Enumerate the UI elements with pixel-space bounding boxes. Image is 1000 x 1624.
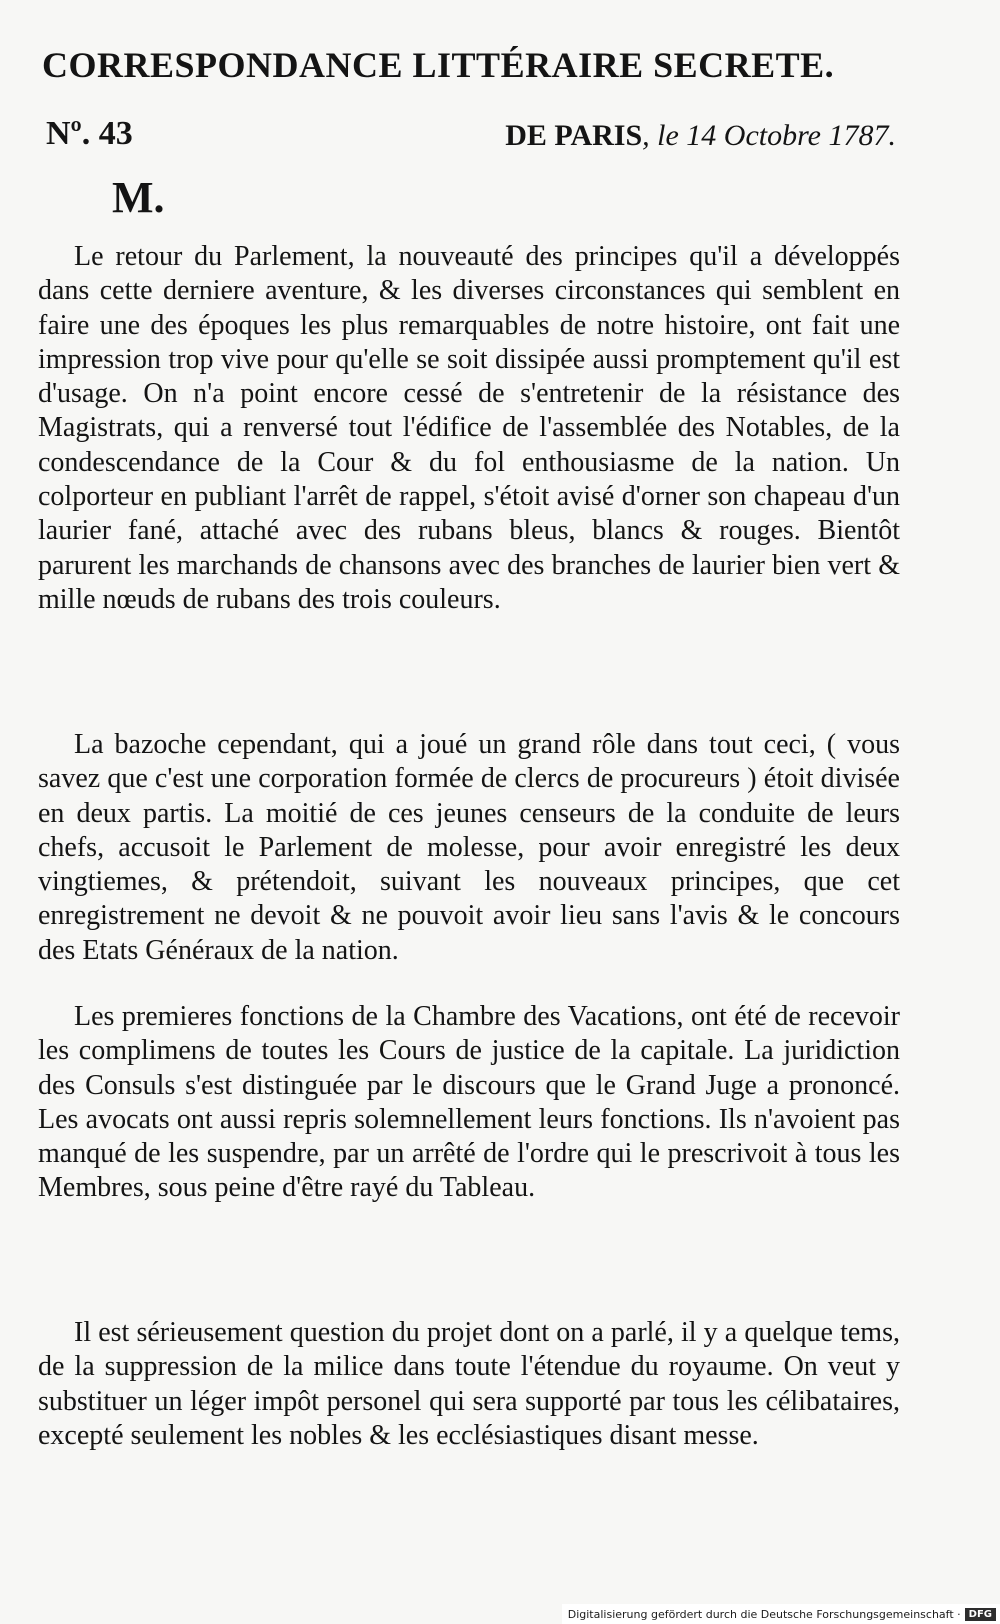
dfg-logo-icon: DFG <box>965 1608 996 1621</box>
paragraph-text: Le retour du Parlement, la nouveauté des principes qu'il a développés dans cette derniere aventure, & les diverses circonstances qui semblent en faire une des époques les plus remarquables de notre histoire, ont fait une impression trop vive pour qu'elle se soit dissipée aussi promptement qu'il est d'usage. On n'a point encore cessé de s'entretenir de la résistance des Magistrats, qui a renversé tout l'édifice de l'assemblée des Notables, de la condescendance de la Cour & du fol enthousiasme de la nation. Un colporteur en publiant l'arrêt de rappel, s'étoit avisé d'orner son chapeau d'un laurier fané, attaché avec des rubans bleus, blancs & rouges. Bientôt parurent les marchands de chansons avec des branches de laurier bien vert & mille nœuds de rubans des trois couleurs. <box>38 241 900 615</box>
paragraph-1 <box>38 240 900 617</box>
paragraph-2 <box>38 728 900 968</box>
digitization-footer <box>562 1604 1000 1624</box>
paragraph-text: Les premieres fonctions de la Chambre des Vacations, ont été de recevoir les complimens de toutes les Cours de justice de la capitale. La juridiction des Consuls s'est distinguée par le discours que le Grand Juge a prononcé. Les avocats ont aussi repris solemnellement leurs fonctions. Ils n'avoient pas manqué de les suspendre, par un arrêté de l'ordre qui le prescrivoit à tous les Membres, sous peine d'être rayé du Tableau. <box>38 1001 900 1204</box>
issue-line <box>46 115 896 159</box>
salutation: M. <box>112 173 165 222</box>
paragraph-3 <box>38 1000 900 1206</box>
dateline-place: DE PARIS <box>505 119 643 152</box>
paragraph-text: Il est sérieusement question du projet dont on a parlé, il y a quelque tems, de la suppression de la milice dans toute l'étendue du royaume. On veut y substituer un léger impôt personel qui sera supporté par tous les célibataires, excepté seulement les nobles & les ecclésiastiques disant messe. <box>38 1317 900 1451</box>
paragraph-4 <box>38 1316 900 1453</box>
publication-title: CORRESPONDANCE LITTÉRAIRE SECRETE. <box>42 45 835 85</box>
paragraph-text: La bazoche cependant, qui a joué un grand rôle dans tout ceci, ( vous savez que c'est une corporation formée de clercs de procureurs ) étoit divisée en deux partis. La moitié de ces jeunes censeurs de la conduite de leurs chefs, accusoit le Parlement de molesse, pour avoir enregistré les deux vingtiemes, & prétendoit, suivant les nouveaux principes, que cet enregistrement ne devoit & ne pouvoit avoir lieu sans l'avis & le concours des Etats Généraux de la nation. <box>38 729 900 966</box>
dateline-date: , le 14 Octobre 1787. <box>642 119 896 152</box>
issue-number: Nº. 43 <box>46 115 133 152</box>
dateline <box>505 119 896 153</box>
footer-credit: Digitalisierung gefördert durch die Deutsche Forschungsgemeinschaft · <box>567 1607 961 1621</box>
